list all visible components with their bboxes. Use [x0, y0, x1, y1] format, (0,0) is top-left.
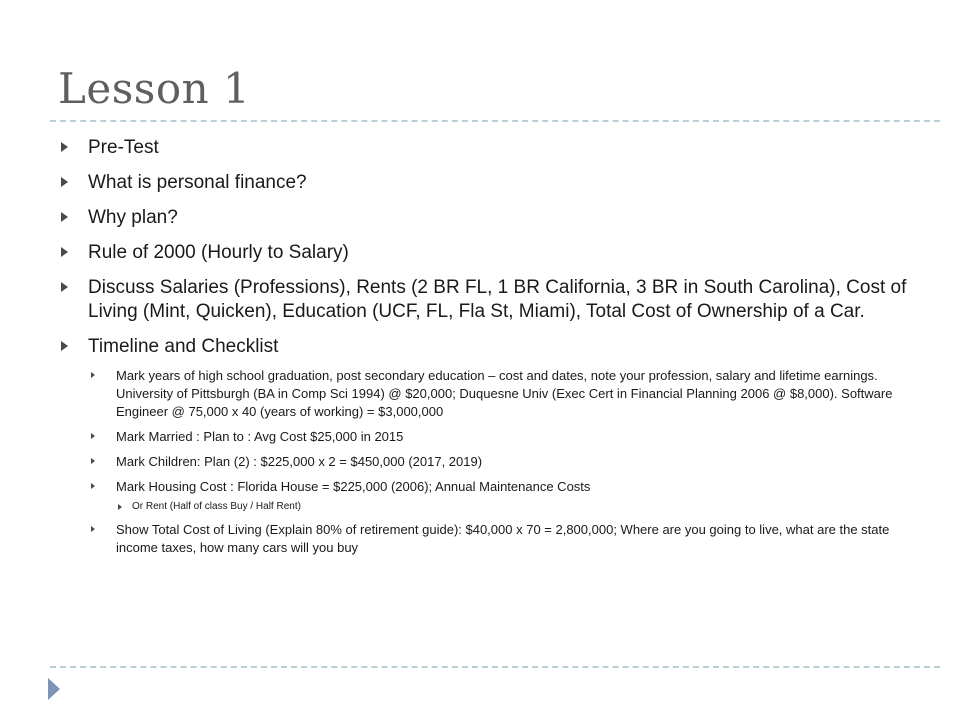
- sub-bullet-text: Mark Married : Plan to : Avg Cost $25,000 in 2015: [116, 429, 404, 444]
- sub-bullet-text: Mark Housing Cost : Florida House = $225,000 (2006); Annual Maintenance Costs: [116, 479, 591, 494]
- sub-sub-bullet-arrow-icon: [118, 504, 122, 510]
- bullet-text: Why plan?: [88, 207, 178, 228]
- bullet-arrow-icon: [61, 212, 68, 222]
- sub-bullet-arrow-icon: [91, 526, 95, 532]
- sub-bullet-item: [88, 428, 908, 446]
- sub-sub-bullet-text: Or Rent (Half of class Buy / Half Rent): [132, 501, 301, 512]
- sub-sub-bullet-item: [116, 500, 908, 514]
- sub-sub-bullet-list: [116, 500, 908, 514]
- sub-bullet-text: Mark years of high school graduation, post secondary education – cost and dates, note your profession, salary and lifetime earnings. University of Pittsburgh (BA in Comp Sci 1994) @ $20,000; Duquesne Univ (Exec Cert in Financial Planning 2006 @ $8,000). Software Engineer @ 75,000 x 40 (years of working) = $3,000,000: [116, 368, 893, 419]
- bullet-item: [58, 171, 908, 195]
- bullet-item: [58, 241, 908, 265]
- sub-bullet-item: [88, 367, 908, 421]
- bullet-list: [58, 136, 908, 568]
- sub-bullet-list: [88, 367, 908, 557]
- bullet-arrow-icon: [61, 282, 68, 292]
- footer-divider: [50, 666, 940, 668]
- bullet-arrow-icon: [61, 247, 68, 257]
- sub-bullet-arrow-icon: [91, 483, 95, 489]
- bullet-item: [58, 206, 908, 230]
- bullet-arrow-icon: [61, 142, 68, 152]
- sub-bullet-item: [88, 453, 908, 471]
- bullet-item: [58, 136, 908, 160]
- bullet-text: What is personal finance?: [88, 172, 307, 193]
- sub-bullet-arrow-icon: [91, 433, 95, 439]
- bullet-text: Timeline and Checklist: [88, 336, 279, 357]
- bullet-arrow-icon: [61, 177, 68, 187]
- sub-bullet-text: Show Total Cost of Living (Explain 80% of retirement guide): $40,000 x 70 = 2,800,000; Where are you going to live, what are the state income taxes, how many cars will you buy: [116, 522, 890, 555]
- bullet-arrow-icon: [61, 341, 68, 351]
- sub-bullet-item: [88, 478, 908, 514]
- bullet-item: [58, 335, 908, 557]
- sub-bullet-arrow-icon: [91, 458, 95, 464]
- title-divider: [50, 120, 940, 122]
- bullet-text: Pre-Test: [88, 137, 159, 158]
- bullet-text: Rule of 2000 (Hourly to Salary): [88, 242, 349, 263]
- corner-triangle-icon: [48, 678, 60, 700]
- bullet-item: [58, 276, 908, 324]
- bullet-text: Discuss Salaries (Professions), Rents (2 BR FL, 1 BR California, 3 BR in South Carolina), Cost of Living (Mint, Quicken), Education (UCF, FL, Fla St, Miami), Total Cost of Ownership of a Car.: [88, 277, 907, 322]
- sub-bullet-item: [88, 521, 908, 557]
- sub-bullet-text: Mark Children: Plan (2) : $225,000 x 2 = $450,000 (2017, 2019): [116, 454, 483, 469]
- sub-bullet-arrow-icon: [91, 372, 95, 378]
- slide-title: Lesson 1: [58, 64, 251, 113]
